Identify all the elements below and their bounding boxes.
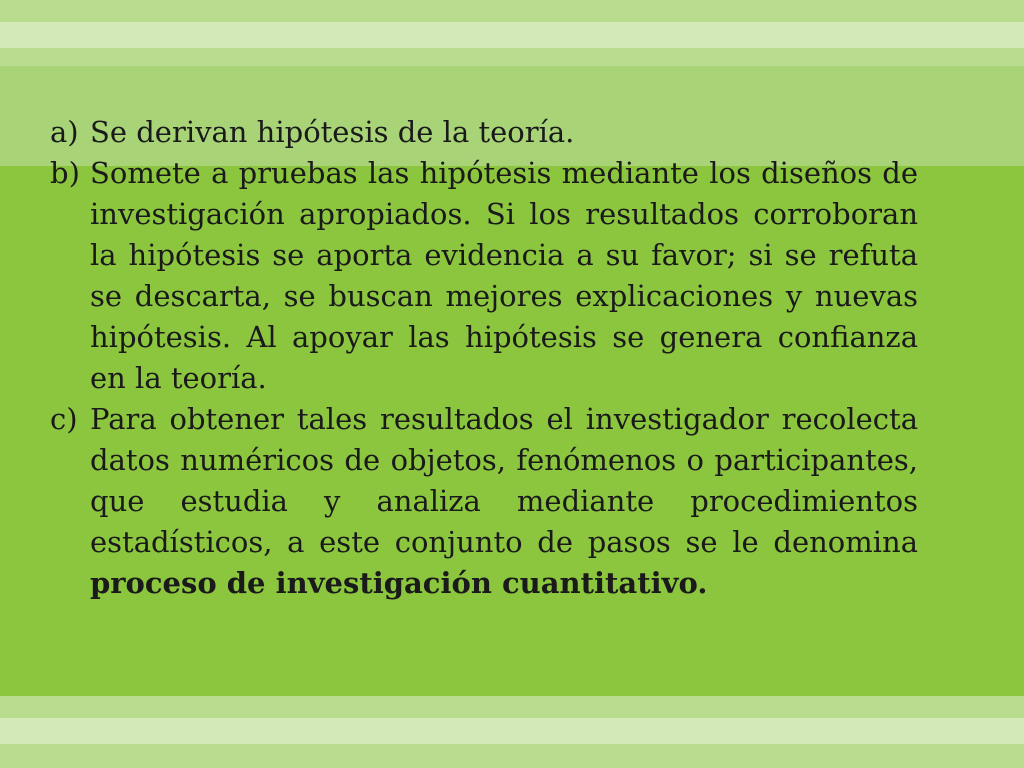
list-item-a bbox=[50, 112, 918, 153]
list-item-text-plain: Para obtener tales resultados el investigador recolecta datos numéricos de objetos, fenómenos o participantes, que estudia y analiza mediante procedimientos estadísticos, a este conjunto de pasos se le denomina bbox=[90, 402, 918, 559]
slide-body bbox=[50, 112, 918, 604]
decorative-band bbox=[0, 744, 1024, 768]
list-item-text: Se derivan hipótesis de la teoría. bbox=[90, 115, 575, 149]
list-item-text: Somete a pruebas las hipótesis mediante los diseños de investigación apropiados. Si los resultados corroboran la hipótesis se aporta evidencia a su favor; si se refuta se descarta, se buscan mejores explicaciones y nuevas hipótesis. Al apoyar las hipótesis se genera confianza en la teoría. bbox=[90, 156, 918, 395]
list-marker: b) bbox=[50, 156, 80, 190]
emphasized-term: proceso de investigación cuantitativo. bbox=[90, 566, 708, 600]
decorative-band bbox=[0, 0, 1024, 22]
list-marker: a) bbox=[50, 115, 79, 149]
list-item-text bbox=[90, 399, 918, 604]
decorative-band bbox=[0, 48, 1024, 66]
decorative-band bbox=[0, 718, 1024, 744]
list-marker: c) bbox=[50, 402, 78, 436]
list-item-c bbox=[50, 399, 918, 604]
list-item-b bbox=[50, 153, 918, 399]
decorative-band bbox=[0, 696, 1024, 718]
decorative-band bbox=[0, 22, 1024, 48]
